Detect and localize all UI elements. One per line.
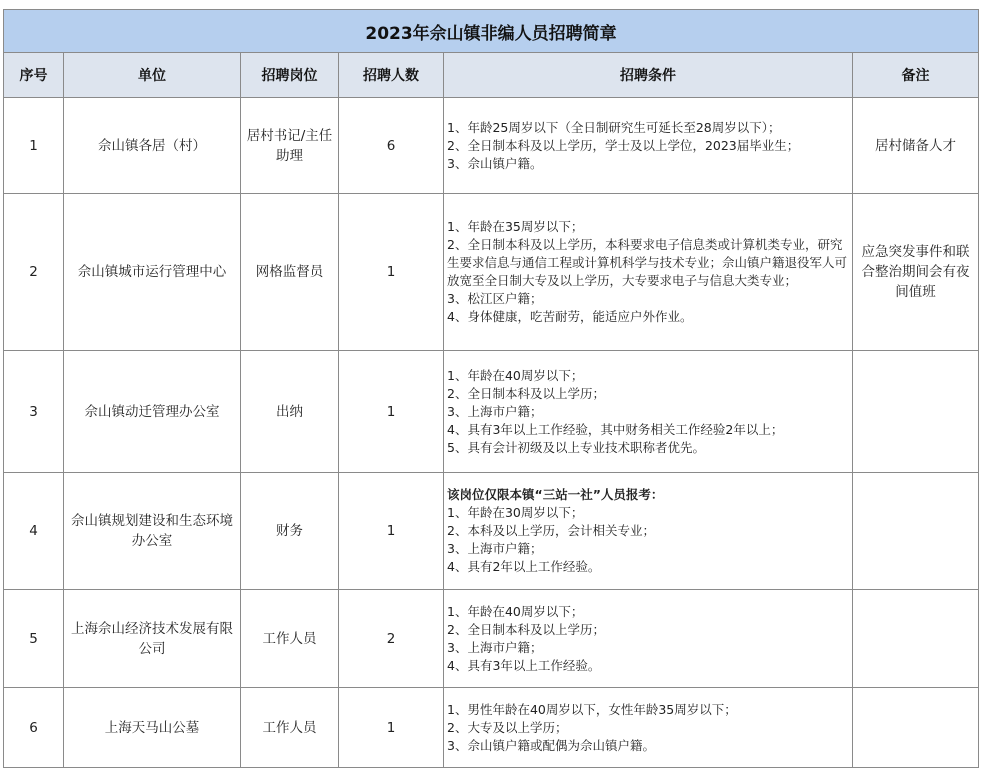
header-unit: 单位 <box>64 53 241 98</box>
row-unit: 佘山镇动迁管理办公室 <box>64 351 241 473</box>
table-row <box>4 351 979 473</box>
row-conditions <box>444 351 853 473</box>
row-position: 居村书记/主任助理 <box>241 98 339 194</box>
row-conditions <box>444 473 853 590</box>
header-no: 序号 <box>4 53 64 98</box>
condition-line: 4、具有3年以上工作经验。 <box>447 657 601 673</box>
condition-line: 3、上海市户籍； <box>447 639 543 655</box>
table-title: 2023年佘山镇非编人员招聘简章 <box>4 10 979 53</box>
condition-line: 2、全日制本科及以上学历，本科要求电子信息类或计算机类专业，研究生要求信息与通信工程或计算机科学与技术专业；佘山镇户籍退役军人可放宽至全日制大专及以上学历，大专要求电子与信息大类专业； <box>447 237 848 288</box>
condition-line: 1、年龄在35周岁以下； <box>447 219 584 234</box>
row-count: 2 <box>339 590 444 688</box>
row-no: 1 <box>4 98 64 194</box>
row-count: 1 <box>339 473 444 590</box>
row-unit: 上海天马山公墓 <box>64 688 241 768</box>
table-row <box>4 98 979 194</box>
table-row <box>4 590 979 688</box>
row-position: 工作人员 <box>241 688 339 768</box>
condition-line: 3、佘山镇户籍。 <box>447 155 543 171</box>
condition-line: 5、具有会计初级及以上专业技术职称者优先。 <box>447 439 705 455</box>
row-unit: 上海佘山经济技术发展有限公司 <box>64 590 241 688</box>
header-row <box>4 53 979 98</box>
condition-line: 2、本科及以上学历，会计相关专业； <box>447 523 655 538</box>
condition-line: 3、上海市户籍； <box>447 403 543 419</box>
row-conditions <box>444 98 853 194</box>
condition-line: 4、具有2年以上工作经验。 <box>447 559 601 574</box>
condition-line: 4、具有3年以上工作经验，其中财务相关工作经验2年以上； <box>447 421 784 437</box>
row-count: 1 <box>339 688 444 768</box>
row-no: 6 <box>4 688 64 768</box>
condition-line: 1、年龄在40周岁以下； <box>447 603 584 619</box>
header-position: 招聘岗位 <box>241 53 339 98</box>
condition-line: 4、身体健康，吃苦耐劳，能适应户外作业。 <box>447 309 693 324</box>
table-row <box>4 688 979 768</box>
condition-line: 3、松江区户籍； <box>447 291 543 306</box>
row-note: 应急突发事件和联合整治期间会有夜间值班 <box>853 194 979 351</box>
row-position: 出纳 <box>241 351 339 473</box>
condition-line: 1、年龄在30周岁以下； <box>447 505 584 520</box>
row-note <box>853 351 979 473</box>
row-note <box>853 688 979 768</box>
row-no: 2 <box>4 194 64 351</box>
row-count: 1 <box>339 351 444 473</box>
row-conditions <box>444 590 853 688</box>
row-count: 6 <box>339 98 444 194</box>
header-count: 招聘人数 <box>339 53 444 98</box>
header-note: 备注 <box>853 53 979 98</box>
condition-line: 2、全日制本科及以上学历； <box>447 385 605 401</box>
row-position: 网格监督员 <box>241 194 339 351</box>
condition-line: 3、佘山镇户籍或配偶为佘山镇户籍。 <box>447 737 655 753</box>
row-position: 财务 <box>241 473 339 590</box>
row-conditions <box>444 194 853 351</box>
condition-line: 2、全日制本科及以上学历，学士及以上学位，2023届毕业生； <box>447 137 800 153</box>
row-count: 1 <box>339 194 444 351</box>
condition-lead: 该岗位仅限本镇“三站一社”人员报考： <box>447 487 664 502</box>
row-conditions <box>444 688 853 768</box>
row-note: 居村储备人才 <box>853 98 979 194</box>
row-position: 工作人员 <box>241 590 339 688</box>
row-no: 4 <box>4 473 64 590</box>
condition-line: 1、年龄在40周岁以下； <box>447 367 584 383</box>
table-row <box>4 194 979 351</box>
row-note <box>853 473 979 590</box>
recruitment-table <box>3 9 979 768</box>
condition-line: 2、全日制本科及以上学历； <box>447 621 605 637</box>
row-no: 5 <box>4 590 64 688</box>
row-no: 3 <box>4 351 64 473</box>
condition-line: 3、上海市户籍； <box>447 541 543 556</box>
table-row <box>4 473 979 590</box>
row-note <box>853 590 979 688</box>
row-unit: 佘山镇规划建设和生态环境办公室 <box>64 473 241 590</box>
condition-line: 1、男性年龄在40周岁以下，女性年龄35周岁以下； <box>447 701 737 717</box>
header-conditions: 招聘条件 <box>444 53 853 98</box>
condition-line: 1、年龄25周岁以下（全日制研究生可延长至28周岁以下）； <box>447 119 781 135</box>
row-unit: 佘山镇城市运行管理中心 <box>64 194 241 351</box>
condition-line: 2、大专及以上学历； <box>447 719 568 735</box>
row-unit: 佘山镇各居（村） <box>64 98 241 194</box>
